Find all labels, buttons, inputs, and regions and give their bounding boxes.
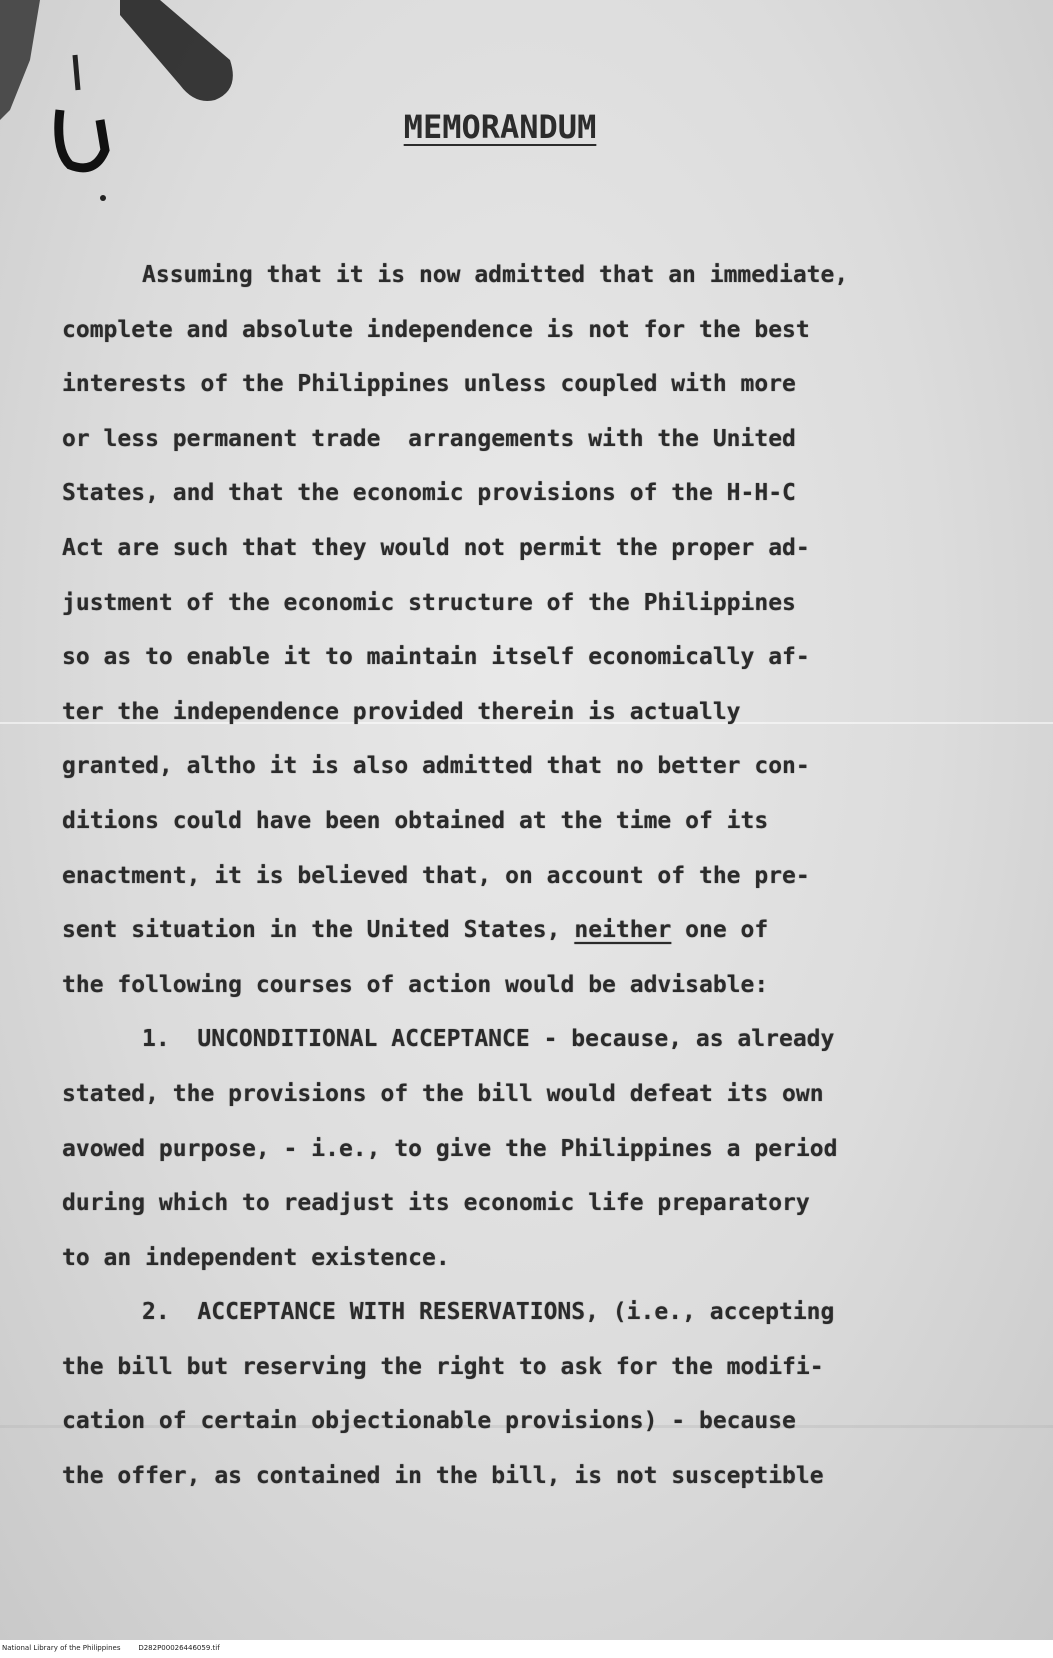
underlined-word: neither: [574, 917, 672, 944]
text-line: so as to enable it to maintain itself economically af-: [62, 644, 810, 671]
list-item-1: 1. UNCONDITIONAL ACCEPTANCE - because, as already: [142, 1026, 835, 1053]
text-line: the following courses of action would be advisable:: [62, 971, 769, 998]
text-line: or less permanent trade arrangements with the United: [62, 425, 796, 452]
text-segment: one of: [671, 917, 769, 944]
text-line: to an independent existence.: [62, 1244, 450, 1271]
text-line: ditions could have been obtained at the time of its: [62, 807, 769, 834]
document-title: [0, 108, 1000, 146]
text-line: the bill but reserving the right to ask for the modifi-: [62, 1353, 824, 1380]
text-line-with-emphasis: [62, 903, 992, 958]
text-segment: sent situation in the United States,: [62, 917, 575, 944]
text-line: stated, the provisions of the bill would defeat its own: [62, 1080, 824, 1107]
text-line: the offer, as contained in the bill, is not susceptible: [62, 1463, 824, 1490]
text-line: interests of the Philippines unless coupled with more: [62, 371, 796, 398]
scan-caption: [2, 1644, 220, 1652]
source-label: National Library of the Philippines: [2, 1644, 121, 1652]
text-line: Assuming that it is now admitted that an immediate,: [142, 262, 849, 288]
text-line: during which to readjust its economic life preparatory: [62, 1190, 810, 1217]
list-item-2: 2. ACCEPTANCE WITH RESERVATIONS, (i.e., accepting: [142, 1299, 835, 1326]
text-line: cation of certain objectionable provisions) - because: [62, 1408, 796, 1435]
text-line: avowed purpose, - i.e., to give the Philippines a period: [62, 1135, 838, 1162]
text-line: States, and that the economic provisions of the H-H-C: [62, 480, 796, 507]
text-line: ter the independence provided therein is actually: [62, 698, 741, 725]
text-line: complete and absolute independence is not for the best: [62, 316, 810, 343]
text-line: granted, altho it is also admitted that no better con-: [62, 753, 810, 780]
memo-body: [62, 248, 992, 1504]
text-line: enactment, it is believed that, on account of the pre-: [62, 862, 810, 889]
file-id: D282P00026446059.tif: [138, 1644, 220, 1652]
title-text: MEMORANDUM: [403, 108, 597, 146]
text-line: Act are such that they would not permit the proper ad-: [62, 534, 810, 561]
ink-smudge-graphic: [0, 0, 260, 210]
text-line: justment of the economic structure of the Philippines: [62, 589, 796, 616]
